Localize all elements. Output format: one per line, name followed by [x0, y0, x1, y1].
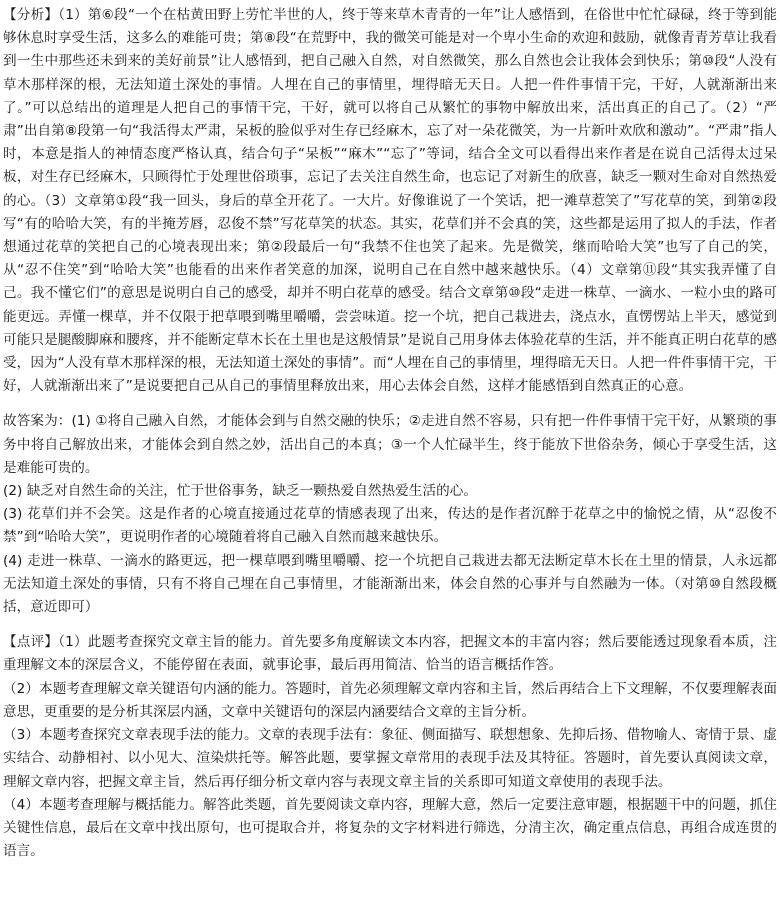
- answer-item-4: (4) 走进一株草、一滴水的路更远，把一棵草喂到嘴里嚼嚼、挖一个坑把自己栽进去都无法断定草木长在土里的情景，人永远都无法知道土深处的事情，只有不将自己埋在自己事情里，才能渐渐出来，体会自然的心事并与自然融为一体。（对第⑩自然段概括，意近即可）: [3, 552, 777, 616]
- analysis-paragraph: 【分析】（1）第⑥段“一个在枯黄田野上劳忙半世的人，终于等来草木青青的一年”让人感悟到，在俗世中忙忙碌碌，终于等到能够休息时享受生活，这多么的难能可贵；第⑧段“在荒野中，我的微笑可能是对一个卑小生命的欢迎和鼓励，就像青青芳草让我看到一生中那些还未到来的美好前景”让人感悟到，把自己融入自然，对自然微笑，那么自然也会让我体会到快乐；第⑩段“人没有草木那样深的根，无法知道土深处的事情。人埋在自己的事情里，埋得暗无天日。人把一件件事情干完，干好，人就渐渐出来了。”可以总结出的道理是人把自己的事情干完，干好，就可以将自己从繁忙的事物中解放出来，活出真正的自己了。（2）“严肃”出自第⑧段第一句“我活得太严肃，呆板的脸似乎对生存已经麻木，忘了对一朵花微笑，为一片新叶欢欣和激动”。“严肃”指人时，本意是指人的神情态度严格认真，结合句子“呆板”“麻木”“忘了”等词，结合全文可以看得出来作者是在说自己活得太过呆板，对生存已经麻木，只顾得忙于处理世俗琐事，忘记了去关注自然生命，也忘记了对新生的欣喜，缺乏一颗对生命对自然热爱的心。（3）文章第①段“我一回头，身后的草全开花了。一大片。好像谁说了一个笑话，把一滩草惹笑了”写花草的笑，到第②段写“有的哈哈大笑，有的半掩芳唇，忍俊不禁”写花草笑的状态。其实，花草们并不会真的笑，这些都是运用了拟人的手法，作者想通过花草的笑把自己的心境表现出来；第②段最后一句“我禁不住也笑了起来。先是微笑，继而哈哈大笑”也写了自己的笑，从“忍不住笑”到“哈哈大笑”也能看的出来作者笑意的加深，说明自己在自然中越来越快乐。（4）文章第⑪段“其实我弄懂了自己。我不懂它们”的意思是说明白自己的感受，却并不明白花草的感受。结合文章第⑩段“走进一株草、一滴水、一粒小虫的路可能更远。弄懂一棵草，并不仅限于把草喂到嘴里嚼嚼，尝尝味道。挖一个坑，把自己栽进去，浇点水，直愣愣站上半天，感觉到可能只是腿酸脚麻和腰疼，并不能断定草木长在土里也是这般情景”是说自己用身体去体验花草的生活，并不能真正明白花草的感受，因为“人没有草木那样深的根，无法知道土深处的事情”。而“人埋在自己的事情里，埋得暗无天日。人把一件件事情干完，干好，人就渐渐出来了”是说要把自己从自己的事情里释放出来，用心去体会自然，这样才能感悟到自然真正的心意。: [3, 7, 777, 395]
- section-gap: [3, 619, 777, 631]
- answer-item-2: (2) 缺乏对自然生命的关注，忙于世俗事务，缺乏一颗热爱自然热爱生活的心。: [3, 483, 478, 500]
- answer-item-3: (3) 花草们并不会笑。这是作者的心境直接通过花草的情感表现了出来，传达的是作者沉醉于花草之中的愉悦之情，从“忍俊不禁”到“哈哈大笑”，更说明作者的心境随着将自己融入自然而越来越快乐。: [3, 506, 777, 546]
- comment-item-2: （2）本题考查理解文章关键语句内涵的能力。答题时，首先必须理解文章内容和主旨，然后再结合上下文理解，不仅要理解表面意思，更重要的是分析其深层内涵，文章中关键语句的深层内涵要结合文章的主旨分析。: [3, 680, 777, 720]
- answer-intro: 故答案为：(1) ①将自己融入自然，才能体会到与自然交融的快乐；②走进自然不容易，只有把一件件事情干完干好，从繁琐的事务中将自己解放出来，才能体会到自然之妙，活出自己的本真；③一个人忙碌半生，终于能放下世俗杂务，倾心于享受生活，这是难能可贵的。: [3, 413, 777, 476]
- comment-item-4: （4）本题考查理解与概括能力。解答此类题，首先要阅读文章内容，理解大意，然后一定要注意审题，根据题干中的问题，抓住关键性信息，最后在文章中找出原句，也可提取合并，将复杂的文字材料进行筛选，分清主次，确定重点信息，再组合成连贯的语言。: [3, 796, 777, 860]
- section-gap: [3, 398, 777, 410]
- comment-item-3: （3）本题考查探究文章表现手法的能力。文章的表现手法有：象征、侧面描写、联想想象、先抑后扬、借物喻人、寄情于景、虚实结合、动静相衬、以小见大、渲染烘托等。解答此题，要掌握文章常用的表现手法及其特征。答题时，首先要认真阅读文章，理解文章内容，把握文章主旨，然后再仔细分析文章内容与表现文章主旨的关系即可知道文章使用的表现手法。: [3, 727, 777, 790]
- comment-item-1: 【点评】（1）此题考查探究文章主旨的能力。首先要多角度解读文本内容，把握文本的丰富内容；然后要能透过现象看本质，注重理解文本的深层含义，不能停留在表面，就事论事，最后再用简洁、恰当的语言概括作答。: [3, 634, 777, 674]
